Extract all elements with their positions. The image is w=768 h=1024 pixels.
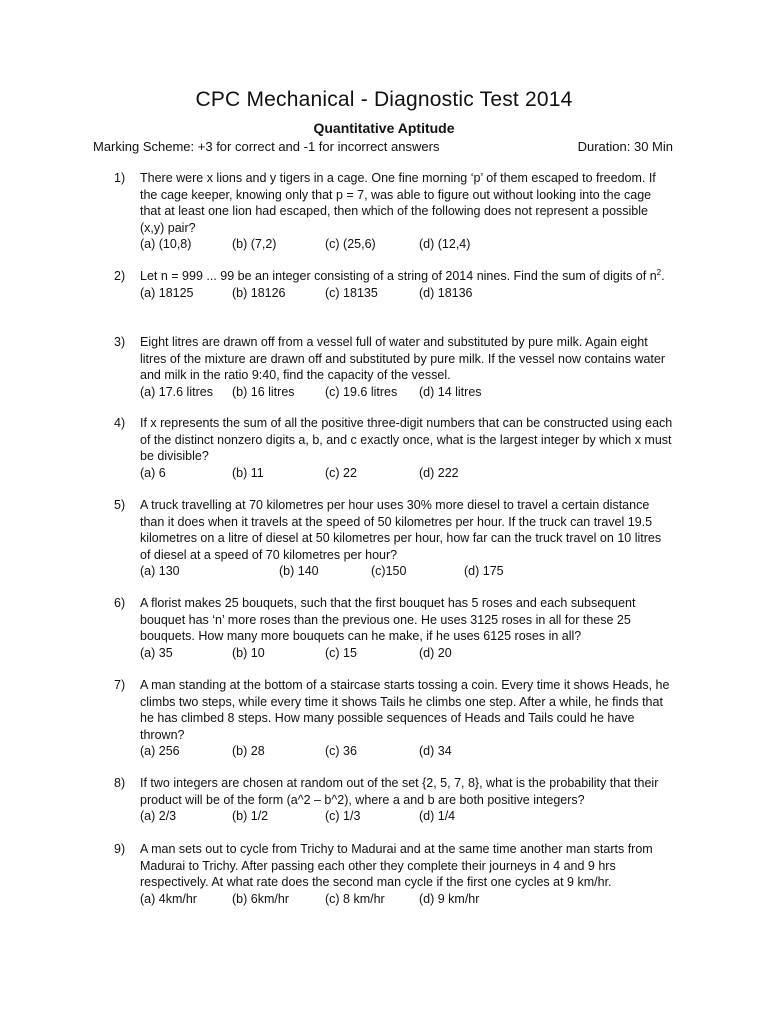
option-d: (d) 34 <box>419 744 452 758</box>
question-6 <box>114 595 674 662</box>
option-b: (b) 10 <box>232 645 265 660</box>
option-b: (b) 11 <box>232 465 264 480</box>
option-c: (c) 36 <box>325 744 357 758</box>
question-text: If x represents the sum of all the positive three-digit numbers that can be constructed using each of the distinct nonzero digits a, b, and c exactly once, what is the largest integer by which x must be divisible? <box>140 416 673 463</box>
question-text: A truck travelling at 70 kilometres per hour uses 30% more diesel to travel a certain distance than it does when it travels at the speed of 50 kilometres per hour. If the truck can travel 19.5 kilometres on a litre of diesel at 50 kilometres per hour, how far can the truck travel on 10 litres of diesel at a speed of 70 kilometres per hour? <box>140 498 662 562</box>
answer-options <box>140 563 674 580</box>
option-a: (a) 18125 <box>140 285 194 300</box>
option-c: (c) 19.6 litres <box>325 384 398 399</box>
question-text: A man sets out to cycle from Trichy to Madurai and at the same time another man starts from Madurai to Trichy. After passing each other they complete their journeys in 4 and 9 hrs respectively. At what rate does the second man cycle if the first one cycles at 9 km/hr. <box>140 842 653 889</box>
question-number: 7) <box>114 678 126 692</box>
option-b: (b) 140 <box>279 564 319 578</box>
question-4 <box>114 415 674 482</box>
option-d: (d) 14 litres <box>419 384 482 399</box>
answer-options <box>140 236 674 253</box>
answer-options <box>140 465 674 482</box>
option-c: (c) 8 km/hr <box>325 891 385 906</box>
question-number: 6) <box>114 596 126 610</box>
question-8 <box>114 775 674 825</box>
question-number: 3) <box>114 335 126 349</box>
question-5 <box>114 497 674 580</box>
option-d: (d) 18136 <box>419 285 473 300</box>
question-2 <box>114 268 674 302</box>
option-b: (b) 16 litres <box>232 384 295 399</box>
option-d: (d) 222 <box>419 465 459 480</box>
question-1 <box>114 170 674 253</box>
answer-options <box>140 645 674 662</box>
marking-scheme: Marking Scheme: +3 for correct and -1 for incorrect answers <box>93 139 440 154</box>
option-d: (d) 9 km/hr <box>419 891 480 906</box>
answer-options <box>140 808 674 825</box>
option-c: (c) 22 <box>325 465 357 480</box>
page-title: CPC Mechanical - Diagnostic Test 2014 <box>195 88 573 111</box>
question-number: 1) <box>114 171 126 185</box>
answer-options <box>140 285 674 302</box>
question-text: There were x lions and y tigers in a cage. One fine morning ‘p’ of them escaped to freedom. If the cage keeper, knowing only that p = 7, was able to figure out without looking into the cage that at least one lion had escaped, then which of the following does not represent a possible (x,y) pair? <box>140 171 656 235</box>
question-text: If two integers are chosen at random out of the set {2, 5, 7, 8}, what is the probability that their product will be of the form (a^2 – b^2), where a and b are both positive integers? <box>140 776 659 807</box>
option-c: (c) (25,6) <box>325 237 376 251</box>
question-number: 2) <box>114 269 126 283</box>
option-a: (a) 256 <box>140 744 180 758</box>
option-b: (b) (7,2) <box>232 237 277 251</box>
answer-options <box>140 743 674 760</box>
option-a: (a) 6 <box>140 465 166 480</box>
option-a: (a) (10,8) <box>140 237 192 251</box>
question-text <box>140 268 674 285</box>
option-c: (c) 1/3 <box>325 809 361 823</box>
question-number: 4) <box>114 416 126 430</box>
option-b: (b) 1/2 <box>232 809 269 823</box>
question-text: A florist makes 25 bouquets, such that the first bouquet has 5 roses and each subsequent bouquet has ‘n’ more roses than the previous one. He uses 3125 roses in all for these 25 bouquets. How many more bouquets can he make, if he uses 6125 roses in all? <box>140 596 636 643</box>
option-c: (c) 18135 <box>325 285 378 300</box>
option-b: (b) 6km/hr <box>232 891 289 906</box>
option-b: (b) 18126 <box>232 285 286 300</box>
question-text: Eight litres are drawn off from a vessel full of water and substituted by pure milk. Again eight litres of the mixture are drawn off and substituted by pure milk. If the vessel now contains water and milk in the ratio 9:40, find the capacity of the vessel. <box>140 335 666 382</box>
option-b: (b) 28 <box>232 744 265 758</box>
question-number: 5) <box>114 498 126 512</box>
option-a: (a) 17.6 litres <box>140 384 213 399</box>
answer-options <box>140 384 674 401</box>
option-d: (d) 20 <box>419 645 452 660</box>
option-c: (c)150 <box>371 564 407 578</box>
question-number: 8) <box>114 776 126 790</box>
option-a: (a) 130 <box>140 564 180 578</box>
option-a: (a) 2/3 <box>140 809 177 823</box>
exponent: 2 <box>656 267 662 277</box>
option-a: (a) 4km/hr <box>140 891 197 906</box>
question-number: 9) <box>114 842 126 856</box>
question-7 <box>114 677 674 760</box>
answer-options <box>140 891 674 908</box>
question-3 <box>114 334 674 401</box>
question-text-end: . <box>661 269 665 283</box>
option-a: (a) 35 <box>140 645 173 660</box>
question-text: A man standing at the bottom of a staircase starts tossing a coin. Every time it shows Heads, he climbs two steps, while every time it shows Tails he climbs one step. After a while, he finds that he has climbed 8 steps. How many possible sequences of Heads and Tails could he have thrown? <box>140 678 670 742</box>
question-9 <box>114 841 674 908</box>
option-d: (d) (12,4) <box>419 237 471 251</box>
option-d: (d) 175 <box>464 564 504 578</box>
section-subtitle: Quantitative Aptitude <box>313 120 455 136</box>
duration: Duration: 30 Min <box>577 139 673 154</box>
question-text-main: Let n = 999 ... 99 be an integer consisting of a string of 2014 nines. Find the sum of digits of n <box>140 269 657 283</box>
option-c: (c) 15 <box>325 645 357 660</box>
option-d: (d) 1/4 <box>419 809 456 823</box>
